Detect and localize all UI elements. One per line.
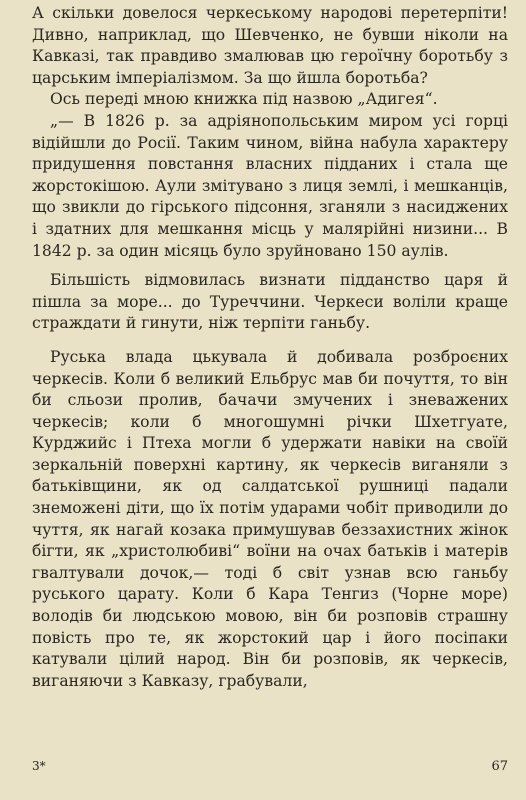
page-number: 67	[491, 759, 508, 774]
body-text	[32, 0, 508, 692]
printer-signature: 3*	[32, 759, 46, 773]
paragraph-2: Ось переді мною книжка під назвою „Адигея“.	[50, 90, 438, 109]
paragraph-1: А скільки довелося черкеському народові перетерпіти! Дивно, наприклад, що Шевченко, не бувши ніколи на Кавказі, так правдиво змалював цю героїчну боротьбу з царським імперіалізмом. За що йшла боротьба?	[32, 4, 508, 87]
page-footer	[32, 759, 508, 774]
paragraph-4: Більшість відмовилась визнати підданство царя й пішла за море... до Туреччини. Черкеси воліли краще страждати й гинути, ніж терпіти ганьбу.	[32, 271, 508, 333]
paragraph-3: „— В 1826 р. за адріянопольським миром усі горці відійшли до Росії. Таким чином, війна набула характеру придушення повстання власних підданих і стала ще жорстокішою. Аули змітувано з лиця землі, і мешканців, що звикли до гірського підсоння, зганяли з насиджених і здатних для мешкання місць у малярійні низини... В 1842 р. за один місяць було зруйновано 150 аулів.	[32, 111, 508, 260]
paragraph-5: Руська влада цькувала й добивала розброєних черкесів. Коли б великий Ельбрус мав би почуття, то він би сльози пролив, бачачи змучених і зневажених черкесів; коли б многошумні річки Шхетгуате, Курджийс і Птеха могли б удержати навіки на своїй зеркальній поверхні картину, як черкесів виганяли з батьківщини, як од салдатської рушниці падали знеможені діти, що їх потім ударами чобіт приводили до чуття, як нагай козака примушував беззахистних жінок бігти, як „христолюбиві“ воїни на очах батьків і матерів гвалтували дочок,— тоді б світ узнав всю ганьбу руського царату. Коли б Кара Тенгиз (Чорне море) володів би людською мовою, він би розповів страшну повість про те, як жорстокий цар і його посіпаки катували цілий народ. Він би розповів, як черкесів, виганяючи з Кавказу, грабували,	[32, 347, 508, 690]
